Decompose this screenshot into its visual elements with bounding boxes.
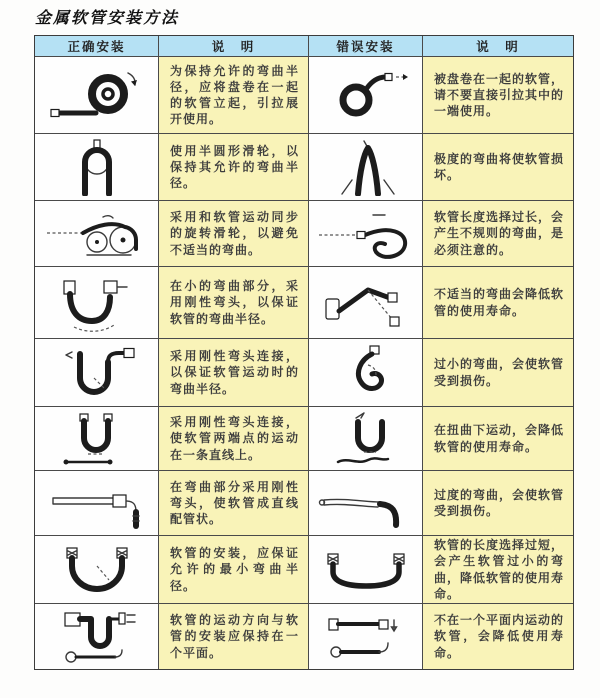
table-row-1-wrong-desc bbox=[423, 57, 573, 134]
description-text: 在弯曲部分采用刚性弯头，使软管成直线配管状。 bbox=[170, 479, 299, 527]
page-title: 金属软管安装方法 bbox=[35, 8, 180, 27]
table-row-3-correct-desc bbox=[159, 201, 309, 267]
table-row-7-wrong-desc bbox=[423, 471, 573, 536]
table-row-2-wrong-image bbox=[309, 134, 423, 201]
table-row-4-correct-desc bbox=[159, 267, 309, 339]
table-row-1-correct-desc bbox=[159, 57, 309, 134]
table-row-7-wrong-image bbox=[309, 471, 423, 536]
table-row-4-wrong-desc bbox=[423, 267, 573, 339]
table-row-4-correct-image bbox=[35, 267, 159, 339]
table-row-8-correct-image bbox=[35, 536, 159, 604]
twisted-u-hose-icon bbox=[316, 410, 416, 468]
header-correct-install: 正确安装 bbox=[35, 36, 159, 57]
table-row-3-correct-image bbox=[35, 201, 159, 267]
description-text: 不在一个平面内运动的软管，会降低使用寿命。 bbox=[434, 613, 565, 660]
header-wrong-install: 错误安装 bbox=[309, 36, 423, 57]
min-bend-radius-u-icon bbox=[41, 540, 153, 600]
description-text: 被盘卷在一起的软管，请不要直接引拉其中的一端使用。 bbox=[434, 71, 565, 119]
description-text: 软管的长度选择过短，会产生软管过小的弯曲，降低软管的使用寿命。 bbox=[434, 538, 565, 601]
coiled-hose-pulled-end-icon bbox=[316, 64, 416, 126]
table-row-8-correct-desc bbox=[159, 536, 309, 604]
table-row-9-correct-desc bbox=[159, 604, 309, 669]
straight-pipe-rigid-elbow-icon bbox=[41, 474, 153, 532]
table-row-9-wrong-desc bbox=[423, 604, 573, 669]
hose-installation-table bbox=[34, 35, 574, 670]
description-text: 极度的弯曲将使软管损坏。 bbox=[434, 151, 565, 182]
table-row-2-correct-desc bbox=[159, 134, 309, 201]
description-text: 软管的安装，应保证允许的最小弯曲半径。 bbox=[170, 546, 299, 593]
extreme-bend-hose-icon bbox=[316, 138, 416, 196]
table-row-9-wrong-image bbox=[309, 604, 423, 669]
semicircular-pulley-hose-icon bbox=[42, 138, 152, 196]
overbent-hose-end-icon bbox=[316, 474, 416, 532]
table-row-8-wrong-image bbox=[309, 536, 423, 604]
description-text: 在小的弯曲部分，采用刚性弯头，以保证软管的弯曲半径。 bbox=[170, 279, 299, 326]
table-row-3-wrong-desc bbox=[423, 201, 573, 267]
table-row-3-wrong-image bbox=[309, 201, 423, 267]
header-wrong-note: 说 明 bbox=[423, 36, 573, 57]
table-row-6-correct-desc bbox=[159, 407, 309, 471]
too-small-bend-hook-icon bbox=[316, 343, 416, 403]
coiled-hose-unroll-icon bbox=[42, 64, 152, 126]
table-row-2-wrong-desc bbox=[423, 134, 573, 201]
overlong-hose-loop-icon bbox=[315, 205, 417, 263]
table-row-5-wrong-desc bbox=[423, 339, 573, 407]
description-text: 软管的运动方向与软管的安装应保持在一个平面。 bbox=[170, 613, 299, 660]
table-row-6-wrong-desc bbox=[423, 407, 573, 471]
description-text: 采用和软管运动同步的旋转滑轮，以避免不适当的弯曲。 bbox=[170, 210, 299, 257]
table-row-2-correct-image bbox=[35, 134, 159, 201]
table-row-9-correct-image bbox=[35, 604, 159, 669]
improper-sharp-bend-icon bbox=[316, 273, 416, 333]
table-row-7-correct-desc bbox=[159, 471, 309, 536]
description-text: 不适当的弯曲会降低软管的使用寿命。 bbox=[434, 287, 565, 318]
rigid-elbow-u-hose-icon bbox=[42, 342, 152, 404]
description-text: 过度的弯曲，会使软管受到损伤。 bbox=[434, 487, 565, 518]
description-text: 软管长度选择过长，会产生不规则的弯曲，是必须注意的。 bbox=[434, 210, 565, 257]
description-text: 采用刚性弯头连接，使软管两端点的运动在一条直线上。 bbox=[170, 415, 299, 462]
rotating-pulleys-hose-icon bbox=[41, 205, 153, 263]
table-row-6-correct-image bbox=[35, 407, 159, 471]
table-row-7-correct-image bbox=[35, 471, 159, 536]
description-text: 采用刚性弯头连接，以保证软管运动时的弯曲半径。 bbox=[170, 349, 299, 396]
description-text: 使用半圆形滑轮，以保持其允许的弯曲半径。 bbox=[170, 143, 299, 191]
table-row-6-wrong-image bbox=[309, 407, 423, 471]
description-text: 过小的弯曲，会使软管受到损伤。 bbox=[434, 357, 565, 388]
description-text: 在扭曲下运动，会降低软管的使用寿命。 bbox=[434, 423, 565, 454]
too-short-hose-icon bbox=[315, 540, 417, 600]
description-text: 为保持允许的弯曲半径，应将盘卷在一起的软管立起，引拉展开使用。 bbox=[170, 63, 299, 127]
rigid-elbow-small-bend-icon bbox=[42, 271, 152, 335]
table-row-8-wrong-desc bbox=[423, 536, 573, 604]
out-of-plane-hoses-icon bbox=[315, 607, 417, 667]
table-row-1-wrong-image bbox=[309, 57, 423, 134]
table-row-4-wrong-image bbox=[309, 267, 423, 339]
table-row-5-correct-desc bbox=[159, 339, 309, 407]
single-plane-trap-hose-icon bbox=[41, 607, 153, 667]
table-row-5-correct-image bbox=[35, 339, 159, 407]
table-row-1-correct-image bbox=[35, 57, 159, 134]
table-row-5-wrong-image bbox=[309, 339, 423, 407]
header-correct-note: 说 明 bbox=[159, 36, 309, 57]
aligned-endpoints-u-hose-icon bbox=[42, 410, 152, 468]
